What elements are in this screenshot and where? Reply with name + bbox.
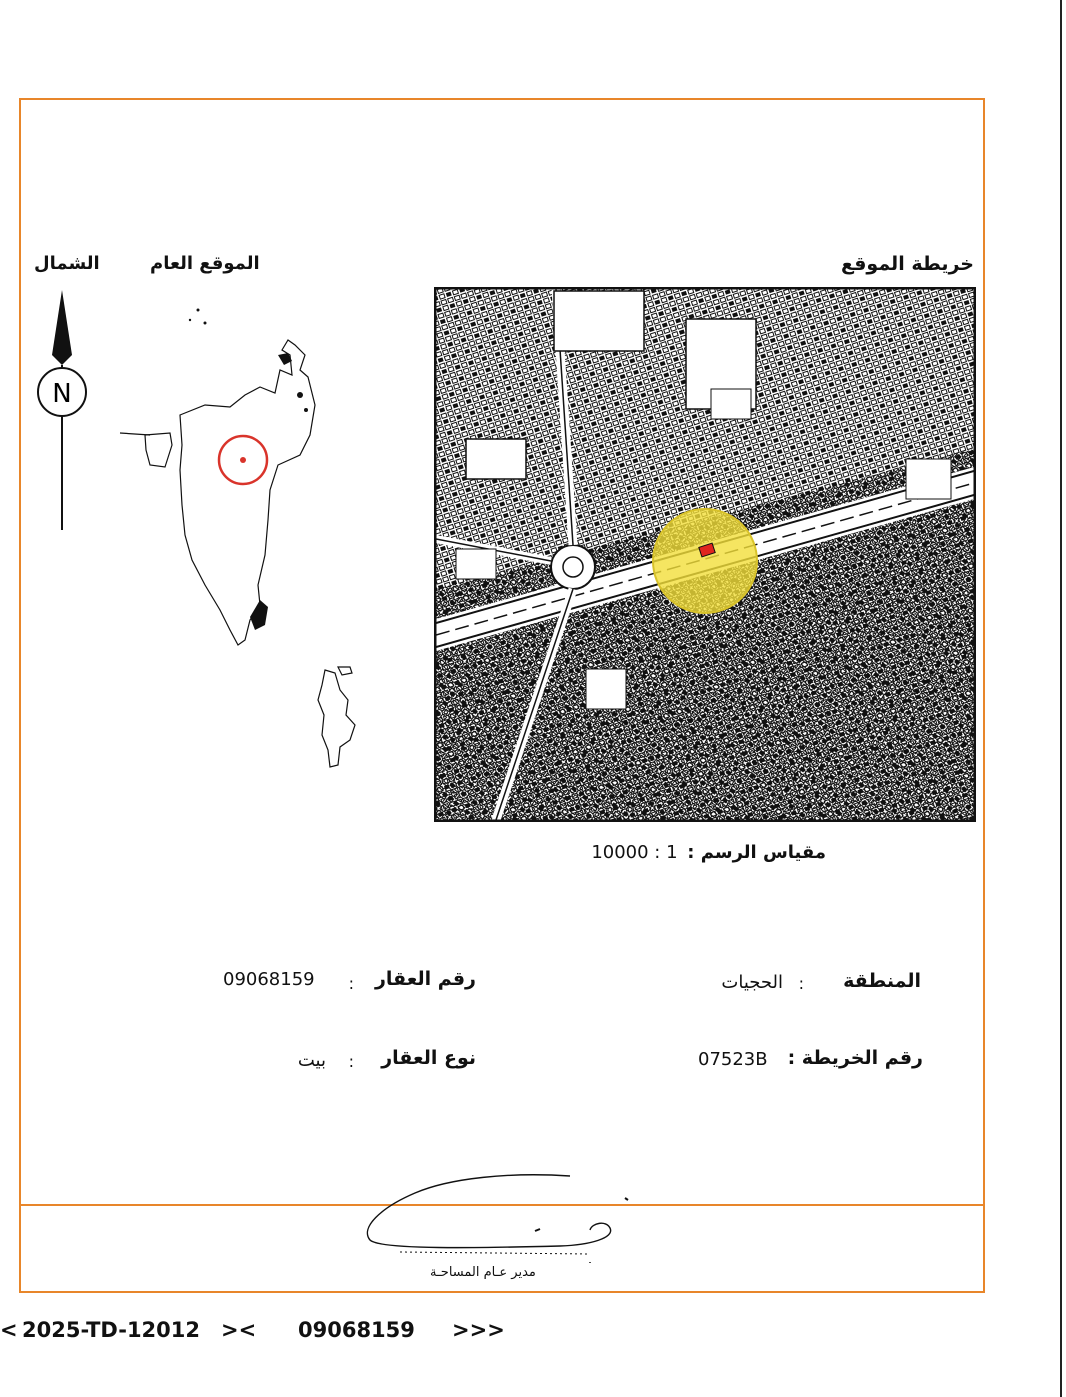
property-type-label: نوع العقار xyxy=(381,1047,476,1069)
north-heading: الشمال xyxy=(34,253,100,274)
site-map xyxy=(434,287,976,822)
footer-separator: >< xyxy=(221,1318,257,1342)
site-map-drawing xyxy=(436,289,974,820)
area-colon: : xyxy=(798,974,804,993)
property-number-value: 09068159 xyxy=(223,969,315,990)
scale-line xyxy=(591,842,826,863)
map-number-label: رقم الخريطة : xyxy=(787,1047,923,1069)
footer-reference-code: 2025-TD-12012 xyxy=(22,1318,200,1342)
signature-caption: مدير عـام المساحـة xyxy=(430,1265,536,1280)
footer-prefix: < xyxy=(0,1318,18,1342)
site-map-heading: خريطة الموقع xyxy=(840,253,974,275)
signature-mark xyxy=(360,1168,640,1263)
area-label: المنطقة xyxy=(843,970,921,992)
property-number-label: رقم العقار xyxy=(374,968,476,990)
area-value: الحجيات xyxy=(721,972,783,993)
property-number-colon: : xyxy=(348,974,354,993)
page-edge-line xyxy=(1060,0,1062,1397)
scale-label: مقياس الرسم : xyxy=(687,842,826,863)
map-number-value: 07523B xyxy=(698,1049,768,1070)
overview-map xyxy=(110,295,390,775)
property-type-colon: : xyxy=(348,1052,354,1071)
general-location-heading: الموقع العام xyxy=(150,253,260,274)
north-letter: N xyxy=(52,379,72,409)
footer-suffix: >>> xyxy=(452,1318,505,1342)
north-arrow-icon xyxy=(30,285,94,535)
property-type-value: بيت xyxy=(297,1050,326,1071)
scale-value: 1 : 10000 xyxy=(591,842,678,863)
footer-number: 09068159 xyxy=(298,1318,415,1342)
